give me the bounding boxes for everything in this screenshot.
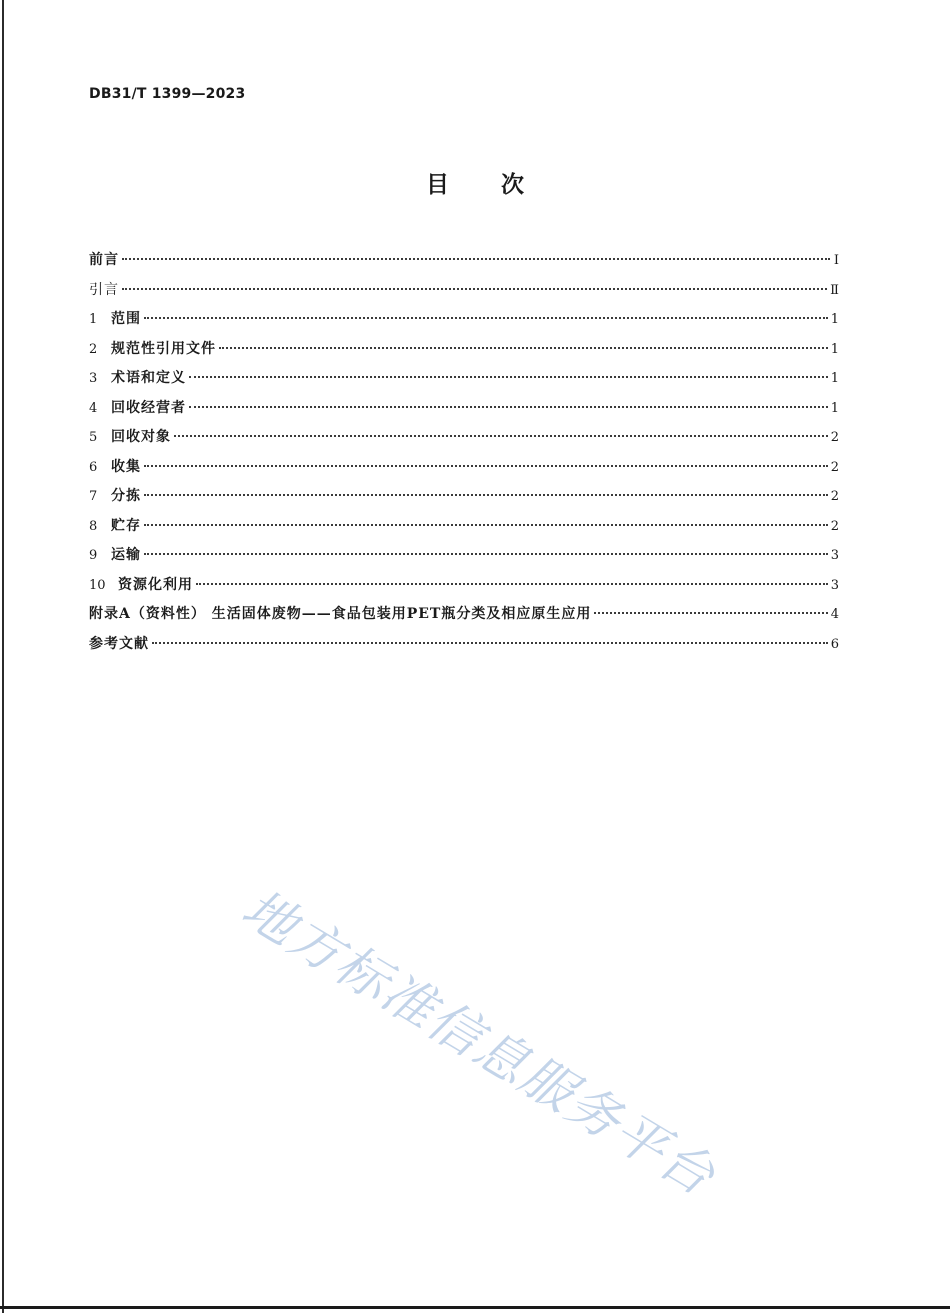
toc-entry-number: 8 [89, 518, 98, 534]
toc-entry-8[interactable] [89, 512, 839, 542]
toc-dot-leader [594, 612, 827, 614]
toc-entry-page: 2 [830, 518, 839, 534]
toc-dot-leader [144, 553, 828, 555]
toc-dot-leader [144, 465, 828, 467]
standard-code: DB31/T 1399—2023 [89, 86, 246, 102]
toc-dot-leader [174, 435, 828, 437]
toc-entry-introduction[interactable] [89, 276, 839, 306]
toc-entry-7[interactable] [89, 482, 839, 512]
toc-entry-page: 1 [830, 371, 839, 386]
toc-entry-number: 1 [89, 312, 98, 327]
toc-dot-leader [189, 406, 828, 408]
toc-dot-leader [144, 494, 828, 496]
toc-entry-page: 3 [830, 577, 839, 593]
toc-dot-leader [144, 317, 828, 319]
toc-entry-number: 6 [89, 459, 98, 475]
toc-entry-label: 资源化利用 [118, 576, 193, 593]
toc-entry-page: Ⅱ [830, 282, 839, 298]
toc-entry-4[interactable] [89, 394, 839, 424]
toc-entry-page: 2 [830, 489, 839, 504]
toc-dot-leader [196, 583, 828, 585]
toc-entry-page: 1 [830, 341, 839, 357]
table-of-contents [89, 246, 839, 659]
toc-entry-label: 引言 [89, 281, 119, 298]
toc-entry-appendix-a[interactable] [89, 600, 839, 630]
toc-entry-label: 参考文献 [89, 635, 149, 652]
toc-dot-leader [152, 642, 828, 644]
toc-entry-page: 6 [830, 636, 839, 652]
toc-dot-leader [122, 288, 827, 290]
toc-entry-number: 2 [89, 341, 98, 357]
toc-entry-number: 7 [89, 489, 98, 504]
toc-dot-leader [144, 524, 828, 526]
toc-entry-label: 回收对象 [111, 429, 171, 445]
toc-entry-number: 9 [89, 548, 98, 563]
toc-entry-label: 范围 [111, 311, 141, 327]
toc-entry-2[interactable] [89, 335, 839, 365]
toc-entry-page: 1 [830, 312, 839, 327]
toc-entry-1[interactable] [89, 305, 839, 335]
toc-entry-5[interactable] [89, 423, 839, 453]
toc-entry-label: 贮存 [111, 517, 141, 534]
toc-entry-page: 4 [830, 607, 839, 622]
toc-entry-label: 前言 [89, 252, 119, 268]
toc-entry-label: 运输 [111, 547, 141, 563]
toc-entry-label: 附录A（资料性） 生活固体废物——食品包装用PET瓶分类及相应原生应用 [89, 606, 592, 622]
toc-entry-number: 10 [89, 577, 106, 593]
toc-title: 目次 [426, 172, 576, 198]
toc-entry-page: Ⅰ [833, 253, 839, 268]
toc-entry-page: 1 [830, 400, 839, 416]
watermark: 地方标准信息服务平台 [231, 878, 726, 1209]
toc-entry-number: 3 [89, 371, 98, 386]
toc-entry-page: 2 [830, 459, 839, 475]
toc-entry-number: 4 [89, 400, 98, 416]
toc-entry-10[interactable] [89, 571, 839, 601]
scan-edge-bottom [0, 1306, 950, 1309]
toc-dot-leader [122, 258, 830, 260]
toc-entry-page: 2 [830, 430, 839, 445]
toc-entry-foreword[interactable] [89, 246, 839, 276]
toc-entry-3[interactable] [89, 364, 839, 394]
toc-entry-label: 回收经营者 [111, 399, 186, 416]
toc-entry-6[interactable] [89, 453, 839, 483]
toc-entry-page: 3 [830, 548, 839, 563]
toc-entry-number: 5 [89, 430, 98, 445]
toc-entry-9[interactable] [89, 541, 839, 571]
toc-dot-leader [189, 376, 828, 378]
toc-entry-label: 术语和定义 [111, 370, 186, 386]
toc-entry-label: 规范性引用文件 [111, 340, 216, 357]
toc-entry-label: 收集 [111, 458, 141, 475]
toc-dot-leader [219, 347, 828, 349]
toc-entry-bibliography[interactable] [89, 630, 839, 660]
toc-entry-label: 分拣 [111, 488, 141, 504]
